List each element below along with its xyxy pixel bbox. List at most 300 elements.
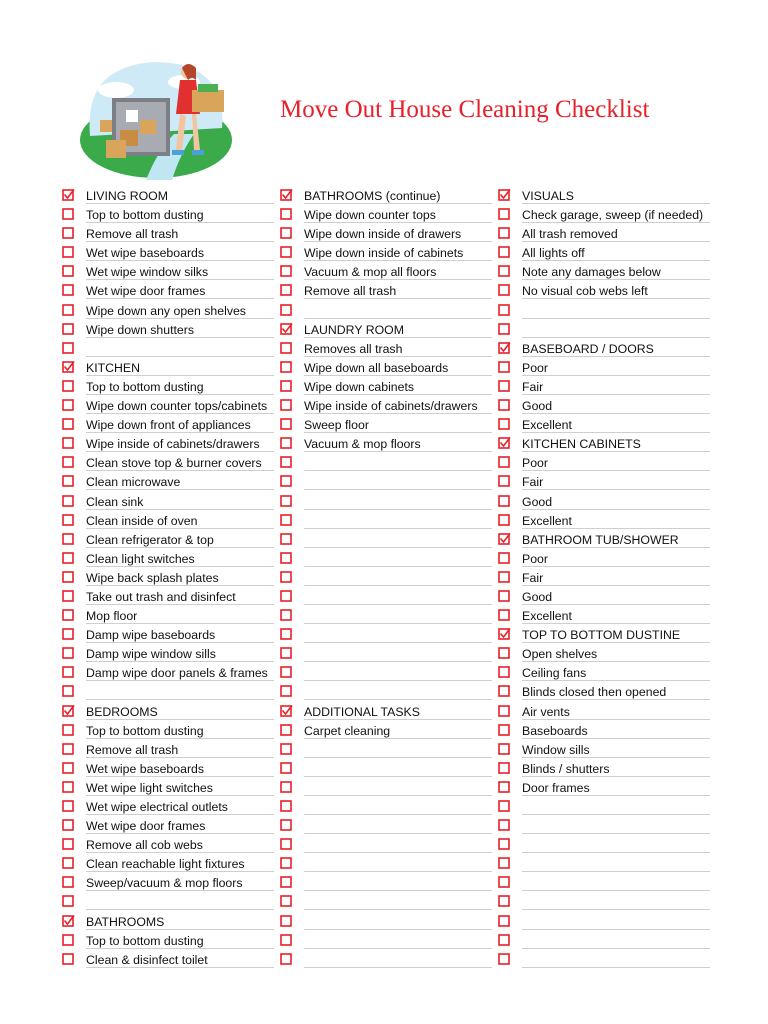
checked-box-icon[interactable] xyxy=(62,361,75,374)
unchecked-box-icon[interactable] xyxy=(280,800,293,813)
unchecked-box-icon[interactable] xyxy=(498,781,511,794)
checklist-row xyxy=(278,280,492,299)
checklist-row xyxy=(496,949,710,968)
checklist-item-label: Good xyxy=(522,491,710,510)
checklist-row xyxy=(60,338,274,357)
checklist-item-label xyxy=(86,891,274,910)
checklist-row xyxy=(278,891,492,910)
checklist-item-label: Note any damages below xyxy=(522,261,710,280)
checklist-row xyxy=(278,911,492,930)
checklist-row xyxy=(278,624,492,643)
checklist-item-label: Clean light switches xyxy=(86,548,274,567)
checklist-item-label: Clean inside of oven xyxy=(86,510,274,529)
unchecked-box-icon[interactable] xyxy=(280,743,293,756)
checklist-row xyxy=(60,720,274,739)
checklist-item-label: Poor xyxy=(522,548,710,567)
unchecked-box-icon[interactable] xyxy=(280,934,293,947)
checklist-row xyxy=(496,395,710,414)
unchecked-box-icon[interactable] xyxy=(280,495,293,508)
unchecked-box-icon[interactable] xyxy=(498,705,511,718)
checklist-row xyxy=(60,605,274,624)
checklist-item-label: Wipe inside of cabinets/drawers xyxy=(86,433,274,452)
unchecked-box-icon[interactable] xyxy=(498,895,511,908)
unchecked-box-icon[interactable] xyxy=(62,380,75,393)
checklist-item-label xyxy=(522,891,710,910)
unchecked-box-icon[interactable] xyxy=(280,590,293,603)
unchecked-box-icon[interactable] xyxy=(62,590,75,603)
unchecked-box-icon[interactable] xyxy=(62,781,75,794)
unchecked-box-icon[interactable] xyxy=(498,915,511,928)
checklist-item-label xyxy=(304,586,492,605)
unchecked-box-icon[interactable] xyxy=(280,227,293,240)
checklist-row xyxy=(496,357,710,376)
checklist-row xyxy=(496,529,710,548)
checklist-item-label xyxy=(522,834,710,853)
unchecked-box-icon[interactable] xyxy=(498,361,511,374)
checklist-item-label: Poor xyxy=(522,452,710,471)
unchecked-box-icon[interactable] xyxy=(62,934,75,947)
checklist-row xyxy=(278,452,492,471)
checklist-item-label: Sweep/vacuum & mop floors xyxy=(86,872,274,891)
checklist-item-label: Clean stove top & burner covers xyxy=(86,452,274,471)
section-heading: KITCHEN xyxy=(86,357,274,376)
unchecked-box-icon[interactable] xyxy=(62,323,75,336)
checklist-item-label: Air vents xyxy=(522,701,710,720)
unchecked-box-icon[interactable] xyxy=(280,609,293,622)
checklist-row xyxy=(496,662,710,681)
checklist-item-label xyxy=(304,930,492,949)
unchecked-box-icon[interactable] xyxy=(62,437,75,450)
unchecked-box-icon[interactable] xyxy=(498,571,511,584)
checklist-row xyxy=(60,280,274,299)
checklist-row xyxy=(278,853,492,872)
checklist-row xyxy=(278,204,492,223)
unchecked-box-icon[interactable] xyxy=(62,857,75,870)
checklist-row xyxy=(60,949,274,968)
unchecked-box-icon[interactable] xyxy=(62,418,75,431)
unchecked-box-icon[interactable] xyxy=(498,666,511,679)
checklist-row xyxy=(278,529,492,548)
checklist-row xyxy=(496,319,710,338)
unchecked-box-icon[interactable] xyxy=(62,246,75,259)
unchecked-box-icon[interactable] xyxy=(62,838,75,851)
checklist-item-label xyxy=(86,338,274,357)
unchecked-box-icon[interactable] xyxy=(62,475,75,488)
checklist-row xyxy=(60,662,274,681)
checked-box-icon[interactable] xyxy=(280,705,293,718)
unchecked-box-icon[interactable] xyxy=(280,380,293,393)
checklist-row xyxy=(496,567,710,586)
checklist-row xyxy=(60,567,274,586)
unchecked-box-icon[interactable] xyxy=(280,876,293,889)
unchecked-box-icon[interactable] xyxy=(280,246,293,259)
checklist-row xyxy=(496,452,710,471)
unchecked-box-icon[interactable] xyxy=(498,495,511,508)
unchecked-box-icon[interactable] xyxy=(62,342,75,355)
section-heading: LAUNDRY ROOM xyxy=(304,319,492,338)
unchecked-box-icon[interactable] xyxy=(498,876,511,889)
checklist-row xyxy=(496,433,710,452)
unchecked-box-icon[interactable] xyxy=(280,685,293,698)
checklist-row xyxy=(496,643,710,662)
checklist-item-label xyxy=(304,452,492,471)
checklist-item-label: Open shelves xyxy=(522,643,710,662)
unchecked-box-icon[interactable] xyxy=(280,571,293,584)
unchecked-box-icon[interactable] xyxy=(62,571,75,584)
unchecked-box-icon[interactable] xyxy=(498,743,511,756)
unchecked-box-icon[interactable] xyxy=(280,418,293,431)
unchecked-box-icon[interactable] xyxy=(280,781,293,794)
checklist-row xyxy=(278,510,492,529)
checked-box-icon[interactable] xyxy=(498,189,511,202)
unchecked-box-icon[interactable] xyxy=(62,628,75,641)
unchecked-box-icon[interactable] xyxy=(62,724,75,737)
unchecked-box-icon[interactable] xyxy=(280,304,293,317)
unchecked-box-icon[interactable] xyxy=(280,647,293,660)
checklist-row xyxy=(496,872,710,891)
checklist-item-label: Fair xyxy=(522,471,710,490)
checklist-row xyxy=(60,815,274,834)
unchecked-box-icon[interactable] xyxy=(280,208,293,221)
checklist-item-label: Sweep floor xyxy=(304,414,492,433)
unchecked-box-icon[interactable] xyxy=(62,265,75,278)
checklist-item-label xyxy=(304,529,492,548)
checklist-item-label: Wet wipe window silks xyxy=(86,261,274,280)
checklist-row xyxy=(496,471,710,490)
unchecked-box-icon[interactable] xyxy=(62,533,75,546)
unchecked-box-icon[interactable] xyxy=(62,609,75,622)
unchecked-box-icon[interactable] xyxy=(498,647,511,660)
unchecked-box-icon[interactable] xyxy=(280,533,293,546)
unchecked-box-icon[interactable] xyxy=(280,284,293,297)
section-heading: BASEBOARD / DOORS xyxy=(522,338,710,357)
checklist-row xyxy=(60,777,274,796)
checklist-item-label: Wipe down shutters xyxy=(86,319,274,338)
checklist-item-label: Top to bottom dusting xyxy=(86,376,274,395)
unchecked-box-icon[interactable] xyxy=(498,590,511,603)
checklist-row xyxy=(496,510,710,529)
unchecked-box-icon[interactable] xyxy=(280,838,293,851)
unchecked-box-icon[interactable] xyxy=(498,304,511,317)
section-heading: BATHROOMS (continue) xyxy=(304,185,492,204)
unchecked-box-icon[interactable] xyxy=(280,762,293,775)
checklist-row xyxy=(60,529,274,548)
unchecked-box-icon[interactable] xyxy=(498,475,511,488)
checklist-row xyxy=(60,261,274,280)
checklist-item-label: Mop floor xyxy=(86,605,274,624)
unchecked-box-icon[interactable] xyxy=(498,265,511,278)
checklist-item-label: Vacuum & mop all floors xyxy=(304,261,492,280)
checklist-row xyxy=(278,414,492,433)
unchecked-box-icon[interactable] xyxy=(498,514,511,527)
unchecked-box-icon[interactable] xyxy=(62,495,75,508)
checklist-row xyxy=(278,758,492,777)
checklist-row xyxy=(496,815,710,834)
section-heading: KITCHEN CABINETS xyxy=(522,433,710,452)
checklist-item-label: Clean microwave xyxy=(86,471,274,490)
checklist-item-label xyxy=(304,662,492,681)
unchecked-box-icon[interactable] xyxy=(62,685,75,698)
checked-box-icon[interactable] xyxy=(62,915,75,928)
checked-box-icon[interactable] xyxy=(498,533,511,546)
checklist-row xyxy=(496,204,710,223)
unchecked-box-icon[interactable] xyxy=(62,876,75,889)
unchecked-box-icon[interactable] xyxy=(62,456,75,469)
checklist-row xyxy=(278,395,492,414)
checklist-item-label: Top to bottom dusting xyxy=(86,720,274,739)
checklist-row xyxy=(60,548,274,567)
checklist-row xyxy=(60,911,274,930)
checklist-row xyxy=(60,872,274,891)
checklist-item-label: Clean refrigerator & top xyxy=(86,529,274,548)
checklist-item-label: Wipe down cabinets xyxy=(304,376,492,395)
checklist-item-label: Clean & disinfect toilet xyxy=(86,949,274,968)
checked-box-icon[interactable] xyxy=(280,189,293,202)
checklist-item-label: Wipe down any open shelves xyxy=(86,300,274,319)
unchecked-box-icon[interactable] xyxy=(280,857,293,870)
unchecked-box-icon[interactable] xyxy=(498,246,511,259)
checklist-item-label: Poor xyxy=(522,357,710,376)
unchecked-box-icon[interactable] xyxy=(498,227,511,240)
unchecked-box-icon[interactable] xyxy=(62,666,75,679)
unchecked-box-icon[interactable] xyxy=(498,934,511,947)
unchecked-box-icon[interactable] xyxy=(498,552,511,565)
checklist-item-label: No visual cob webs left xyxy=(522,280,710,299)
checklist-item-label xyxy=(304,853,492,872)
checklist-item-label: Top to bottom dusting xyxy=(86,930,274,949)
checklist-row xyxy=(496,720,710,739)
unchecked-box-icon[interactable] xyxy=(62,284,75,297)
unchecked-box-icon[interactable] xyxy=(280,361,293,374)
unchecked-box-icon[interactable] xyxy=(280,456,293,469)
unchecked-box-icon[interactable] xyxy=(498,418,511,431)
unchecked-box-icon[interactable] xyxy=(280,265,293,278)
checklist-row xyxy=(496,586,710,605)
checklist-item-label: Wet wipe door frames xyxy=(86,280,274,299)
checklist-row xyxy=(278,586,492,605)
checklist-item-label xyxy=(304,624,492,643)
checked-box-icon[interactable] xyxy=(62,705,75,718)
checklist-row xyxy=(496,834,710,853)
unchecked-box-icon[interactable] xyxy=(498,857,511,870)
unchecked-box-icon[interactable] xyxy=(62,552,75,565)
checklist-row xyxy=(496,223,710,242)
checklist-item-label: Remove all trash xyxy=(86,739,274,758)
checklist-item-label: Vacuum & mop floors xyxy=(304,433,492,452)
checklist-row xyxy=(496,739,710,758)
checklist-row xyxy=(60,930,274,949)
unchecked-box-icon[interactable] xyxy=(498,456,511,469)
section-heading: BATHROOMS xyxy=(86,911,274,930)
checklist-item-label: Blinds closed then opened xyxy=(522,681,710,700)
checklist-row xyxy=(496,930,710,949)
unchecked-box-icon[interactable] xyxy=(280,399,293,412)
checklist-row xyxy=(60,739,274,758)
checklist-item-label: Wipe down inside of cabinets xyxy=(304,242,492,261)
checklist-row xyxy=(60,319,274,338)
checklist-item-label xyxy=(304,758,492,777)
checked-box-icon[interactable] xyxy=(62,189,75,202)
checklist-item-label: Remove all trash xyxy=(304,280,492,299)
checklist-row xyxy=(496,376,710,395)
checklist-row xyxy=(60,242,274,261)
unchecked-box-icon[interactable] xyxy=(498,609,511,622)
checklist-row xyxy=(60,376,274,395)
unchecked-box-icon[interactable] xyxy=(498,208,511,221)
unchecked-box-icon[interactable] xyxy=(280,915,293,928)
checked-box-icon[interactable] xyxy=(498,437,511,450)
unchecked-box-icon[interactable] xyxy=(498,762,511,775)
checklist-row xyxy=(278,433,492,452)
unchecked-box-icon[interactable] xyxy=(280,819,293,832)
checklist-row xyxy=(278,319,492,338)
unchecked-box-icon[interactable] xyxy=(498,323,511,336)
checklist-item-label xyxy=(304,605,492,624)
checklist-row xyxy=(278,300,492,319)
checklist-row xyxy=(60,758,274,777)
checklist-row xyxy=(60,701,274,720)
checklist-column-3 xyxy=(496,185,710,968)
unchecked-box-icon[interactable] xyxy=(498,819,511,832)
checklist-row xyxy=(496,681,710,700)
checklist-item-label: Wipe down counter tops xyxy=(304,204,492,223)
unchecked-box-icon[interactable] xyxy=(280,342,293,355)
checklist-row xyxy=(496,853,710,872)
checklist-item-label: Clean sink xyxy=(86,491,274,510)
unchecked-box-icon[interactable] xyxy=(280,514,293,527)
checklist-item-label xyxy=(304,643,492,662)
checklist-item-label: Wet wipe electrical outlets xyxy=(86,796,274,815)
checklist-item-label xyxy=(522,911,710,930)
unchecked-box-icon[interactable] xyxy=(498,838,511,851)
checklist-row xyxy=(496,280,710,299)
unchecked-box-icon[interactable] xyxy=(62,647,75,660)
unchecked-box-icon[interactable] xyxy=(280,437,293,450)
unchecked-box-icon[interactable] xyxy=(62,895,75,908)
checklist-row xyxy=(60,433,274,452)
checklist-item-label xyxy=(522,815,710,834)
checked-box-icon[interactable] xyxy=(280,323,293,336)
checklist-item-label xyxy=(304,949,492,968)
unchecked-box-icon[interactable] xyxy=(62,800,75,813)
checklist-row xyxy=(60,681,274,700)
unchecked-box-icon[interactable] xyxy=(498,284,511,297)
checklist-item-label: Damp wipe door panels & frames xyxy=(86,662,274,681)
checklist-item-label: Excellent xyxy=(522,414,710,433)
checklist-item-label xyxy=(304,681,492,700)
checklist-row xyxy=(496,242,710,261)
checklist-item-label xyxy=(522,872,710,891)
unchecked-box-icon[interactable] xyxy=(498,800,511,813)
checklist-row xyxy=(496,185,710,204)
checklist-row xyxy=(60,834,274,853)
unchecked-box-icon[interactable] xyxy=(498,399,511,412)
checklist-item-label: Excellent xyxy=(522,510,710,529)
checklist-row xyxy=(278,261,492,280)
checklist-item-label: Damp wipe baseboards xyxy=(86,624,274,643)
unchecked-box-icon[interactable] xyxy=(280,895,293,908)
unchecked-box-icon[interactable] xyxy=(280,552,293,565)
unchecked-box-icon[interactable] xyxy=(280,666,293,679)
checklist-row xyxy=(60,643,274,662)
checklist-item-label: Blinds / shutters xyxy=(522,758,710,777)
checklist-row xyxy=(60,185,274,204)
checklist-row xyxy=(278,567,492,586)
unchecked-box-icon[interactable] xyxy=(498,953,511,966)
checked-box-icon[interactable] xyxy=(498,342,511,355)
checklist-item-label: All trash removed xyxy=(522,223,710,242)
checklist-row xyxy=(60,357,274,376)
checklist-row xyxy=(278,720,492,739)
unchecked-box-icon[interactable] xyxy=(498,380,511,393)
checklist-item-label: Wipe down all baseboards xyxy=(304,357,492,376)
unchecked-box-icon[interactable] xyxy=(62,208,75,221)
checklist-item-label: Baseboards xyxy=(522,720,710,739)
unchecked-box-icon[interactable] xyxy=(280,724,293,737)
checklist-row xyxy=(496,548,710,567)
checklist-row xyxy=(496,701,710,720)
checklist-item-label: Window sills xyxy=(522,739,710,758)
unchecked-box-icon[interactable] xyxy=(62,819,75,832)
checklist-item-label xyxy=(522,300,710,319)
checklist-row xyxy=(496,338,710,357)
unchecked-box-icon[interactable] xyxy=(62,514,75,527)
checked-box-icon[interactable] xyxy=(498,628,511,641)
unchecked-box-icon[interactable] xyxy=(62,399,75,412)
checklist-item-label: Carpet cleaning xyxy=(304,720,492,739)
checklist-row xyxy=(496,624,710,643)
checklist-row xyxy=(278,223,492,242)
unchecked-box-icon[interactable] xyxy=(62,304,75,317)
checklist-item-label: Take out trash and disinfect xyxy=(86,586,274,605)
checklist-item-label: Door frames xyxy=(522,777,710,796)
checklist-item-label xyxy=(522,796,710,815)
checklist-item-label: Ceiling fans xyxy=(522,662,710,681)
checklist-row xyxy=(496,758,710,777)
checklist-column-1 xyxy=(60,185,274,968)
checklist-row xyxy=(60,452,274,471)
checklist-row xyxy=(60,891,274,910)
checklist-item-label: Check garage, sweep (if needed) xyxy=(522,204,710,223)
checklist-item-label: Good xyxy=(522,395,710,414)
checklist-item-label: Wipe down counter tops/cabinets xyxy=(86,395,274,414)
checklist-item-label: Wipe down front of appliances xyxy=(86,414,274,433)
checklist-row xyxy=(496,891,710,910)
section-heading: ADDITIONAL TASKS xyxy=(304,701,492,720)
unchecked-box-icon[interactable] xyxy=(498,724,511,737)
checklist-row xyxy=(278,491,492,510)
checklist-row xyxy=(278,834,492,853)
unchecked-box-icon[interactable] xyxy=(280,628,293,641)
unchecked-box-icon[interactable] xyxy=(62,743,75,756)
checklist-item-label xyxy=(522,319,710,338)
checklist-row xyxy=(278,777,492,796)
checklist-item-label: Wet wipe baseboards xyxy=(86,242,274,261)
checklist-row xyxy=(496,261,710,280)
unchecked-box-icon[interactable] xyxy=(62,762,75,775)
checklist-row xyxy=(278,815,492,834)
checklist-row xyxy=(60,223,274,242)
unchecked-box-icon[interactable] xyxy=(280,475,293,488)
checklist-row xyxy=(60,395,274,414)
checklist-row xyxy=(278,662,492,681)
unchecked-box-icon[interactable] xyxy=(280,953,293,966)
checklist-row xyxy=(496,605,710,624)
unchecked-box-icon[interactable] xyxy=(62,227,75,240)
checklist-row xyxy=(60,414,274,433)
unchecked-box-icon[interactable] xyxy=(498,685,511,698)
unchecked-box-icon[interactable] xyxy=(62,953,75,966)
